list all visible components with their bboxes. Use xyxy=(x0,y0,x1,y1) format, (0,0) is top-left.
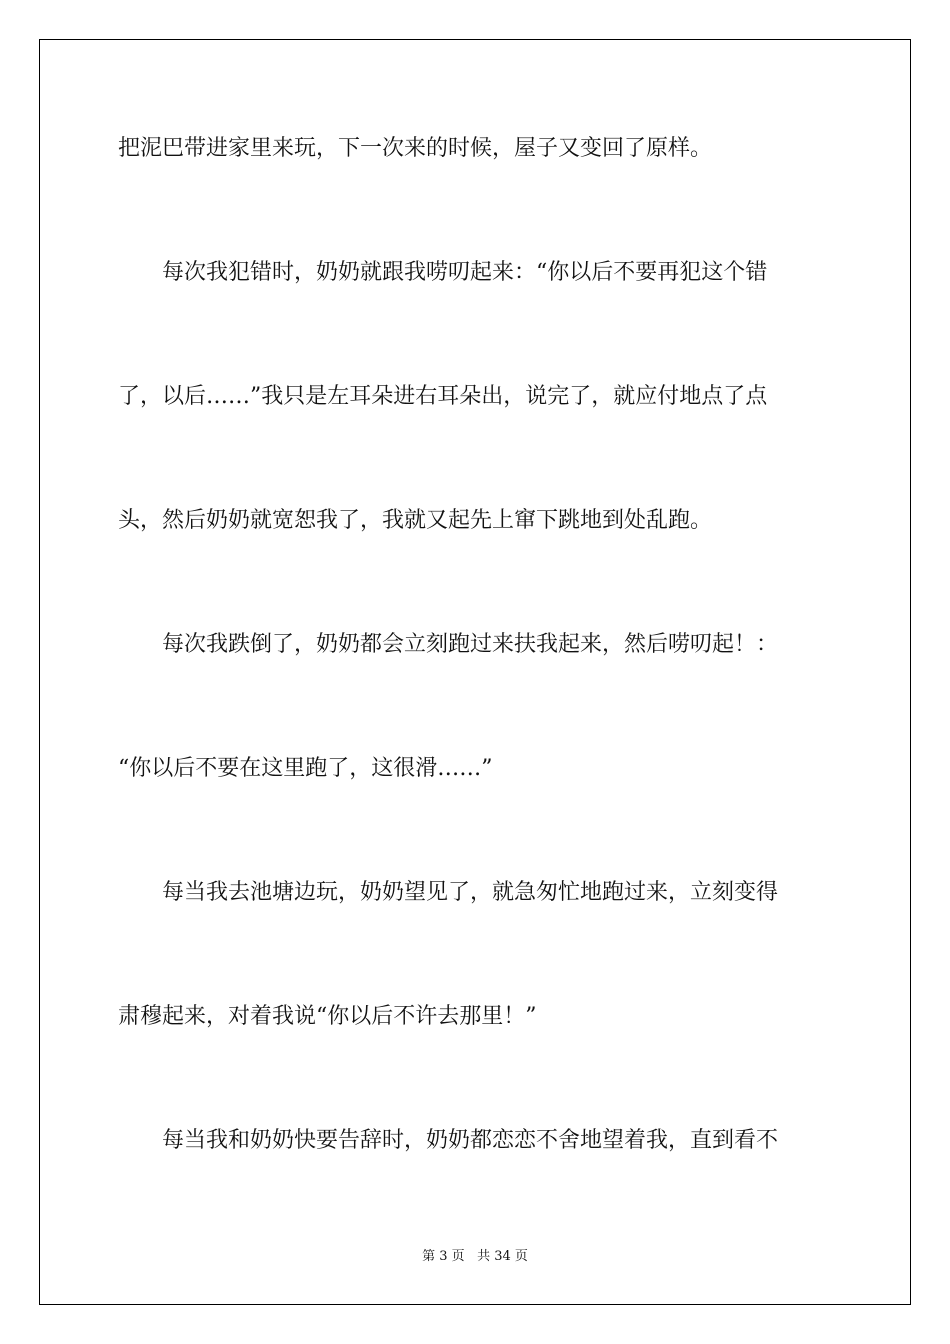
text-line-7: 每当我去池塘边玩，奶奶望见了，就急匆忙地跑过来，立刻变得 xyxy=(162,880,779,905)
text-line-2: 每次我犯错时，奶奶就跟我唠叨起来：“你以后不要再犯这个错 xyxy=(162,260,768,285)
text-line-5: 每次我跌倒了，奶奶都会立刻跑过来扶我起来，然后唠叨起！： xyxy=(162,632,779,657)
text-line-6: “你以后不要在这里跑了，这很滑……” xyxy=(118,756,493,781)
text-line-4: 头，然后奶奶就宽恕我了，我就又起先上窜下跳地到处乱跑。 xyxy=(118,508,713,533)
text-line-8: 肃穆起来，对着我说“你以后不许去那里！” xyxy=(118,1004,537,1029)
page-footer xyxy=(0,1248,950,1266)
page-number: 第 3 页 xyxy=(422,1249,465,1264)
page-total: 共 34 页 xyxy=(477,1249,528,1264)
text-line-9: 每当我和奶奶快要告辞时，奶奶都恋恋不舍地望着我，直到看不 xyxy=(162,1128,779,1153)
text-line-3: 了，以后……”我只是左耳朵进右耳朵出，说完了，就应付地点了点 xyxy=(118,384,768,409)
text-line-1: 把泥巴带进家里来玩，下一次来的时候，屋子又变回了原样。 xyxy=(118,136,713,161)
page-border xyxy=(39,39,911,1305)
